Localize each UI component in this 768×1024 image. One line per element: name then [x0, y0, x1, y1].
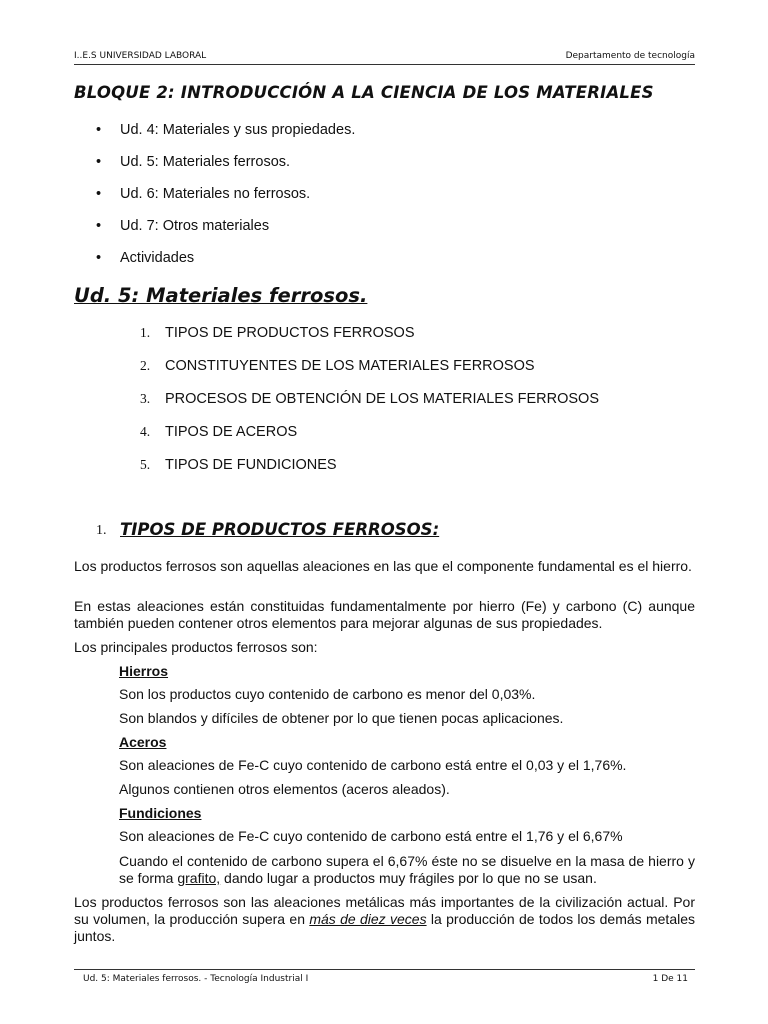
unit-title: Ud. 5: Materiales ferrosos. [74, 284, 368, 307]
header-school: I..E.S UNIVERSIDAD LABORAL [74, 51, 207, 61]
page-header [74, 51, 695, 63]
bullet-icon: • [96, 186, 102, 202]
heading-hierros: Hierros [119, 663, 169, 679]
bullet-icon: • [96, 250, 102, 266]
fundiciones-line-1: Son aleaciones de Fe-C cuyo contenido de carbono está entre el 1,76 y el 6,67% [119, 828, 623, 844]
paragraph-composition: En estas aleaciones están constituidas fundamentalmente por hierro (Fe) y carbono (C) aunque también pueden contener otros elementos para mejorar algunas de sus propiedades. [74, 598, 695, 631]
grafito-term: grafito, [177, 870, 221, 886]
header-divider [74, 64, 695, 65]
hierros-line-1: Son los productos cuyo contenido de carbono es menor del 0,03%. [119, 686, 536, 702]
paragraph-list-intro: Los principales productos ferrosos son: [74, 639, 318, 655]
paragraph-importance: Los productos ferrosos son las aleaciones metálicas más importantes de la civilización actual. Por su volumen, la producción supera en más de diez veces la producción de todos los demás metales juntos. [74, 894, 695, 944]
heading-fundiciones: Fundiciones [119, 805, 202, 821]
hierros-line-2: Son blandos y difíciles de obtener por lo que tienen pocas aplicaciones. [119, 710, 564, 726]
paragraph-intro: Los productos ferrosos son aquellas aleaciones en las que el componente fundamental es el hierro. [74, 558, 692, 574]
header-department: Departamento de tecnología [565, 51, 695, 61]
bullet-icon: • [96, 154, 102, 170]
emphasis-text: más de diez veces [309, 911, 427, 927]
bullet-icon: • [96, 122, 102, 138]
footer-title: Ud. 5: Materiales ferrosos. - Tecnología Industrial I [83, 974, 309, 984]
bullet-icon: • [96, 218, 102, 234]
section-number: 1. [96, 523, 107, 538]
aceros-line-1: Son aleaciones de Fe-C cuyo contenido de carbono está entre el 0,03 y el 1,76%. [119, 757, 627, 773]
page-number: 1 De 11 [652, 974, 688, 984]
heading-aceros: Aceros [119, 734, 167, 750]
fundiciones-line-2: Cuando el contenido de carbono supera el 6,67% éste no se disuelve en la masa de hierro y se forma grafito, dando lugar a productos muy frágiles por lo que no se usan. [119, 853, 695, 886]
aceros-line-2: Algunos contienen otros elementos (aceros aleados). [119, 781, 450, 797]
page-footer [83, 974, 688, 986]
section-title: TIPOS DE PRODUCTOS FERROSOS: [120, 520, 440, 539]
bloque-title: BLOQUE 2: INTRODUCCIÓN A LA CIENCIA DE LOS MATERIALES [74, 83, 654, 102]
footer-divider [74, 969, 695, 970]
